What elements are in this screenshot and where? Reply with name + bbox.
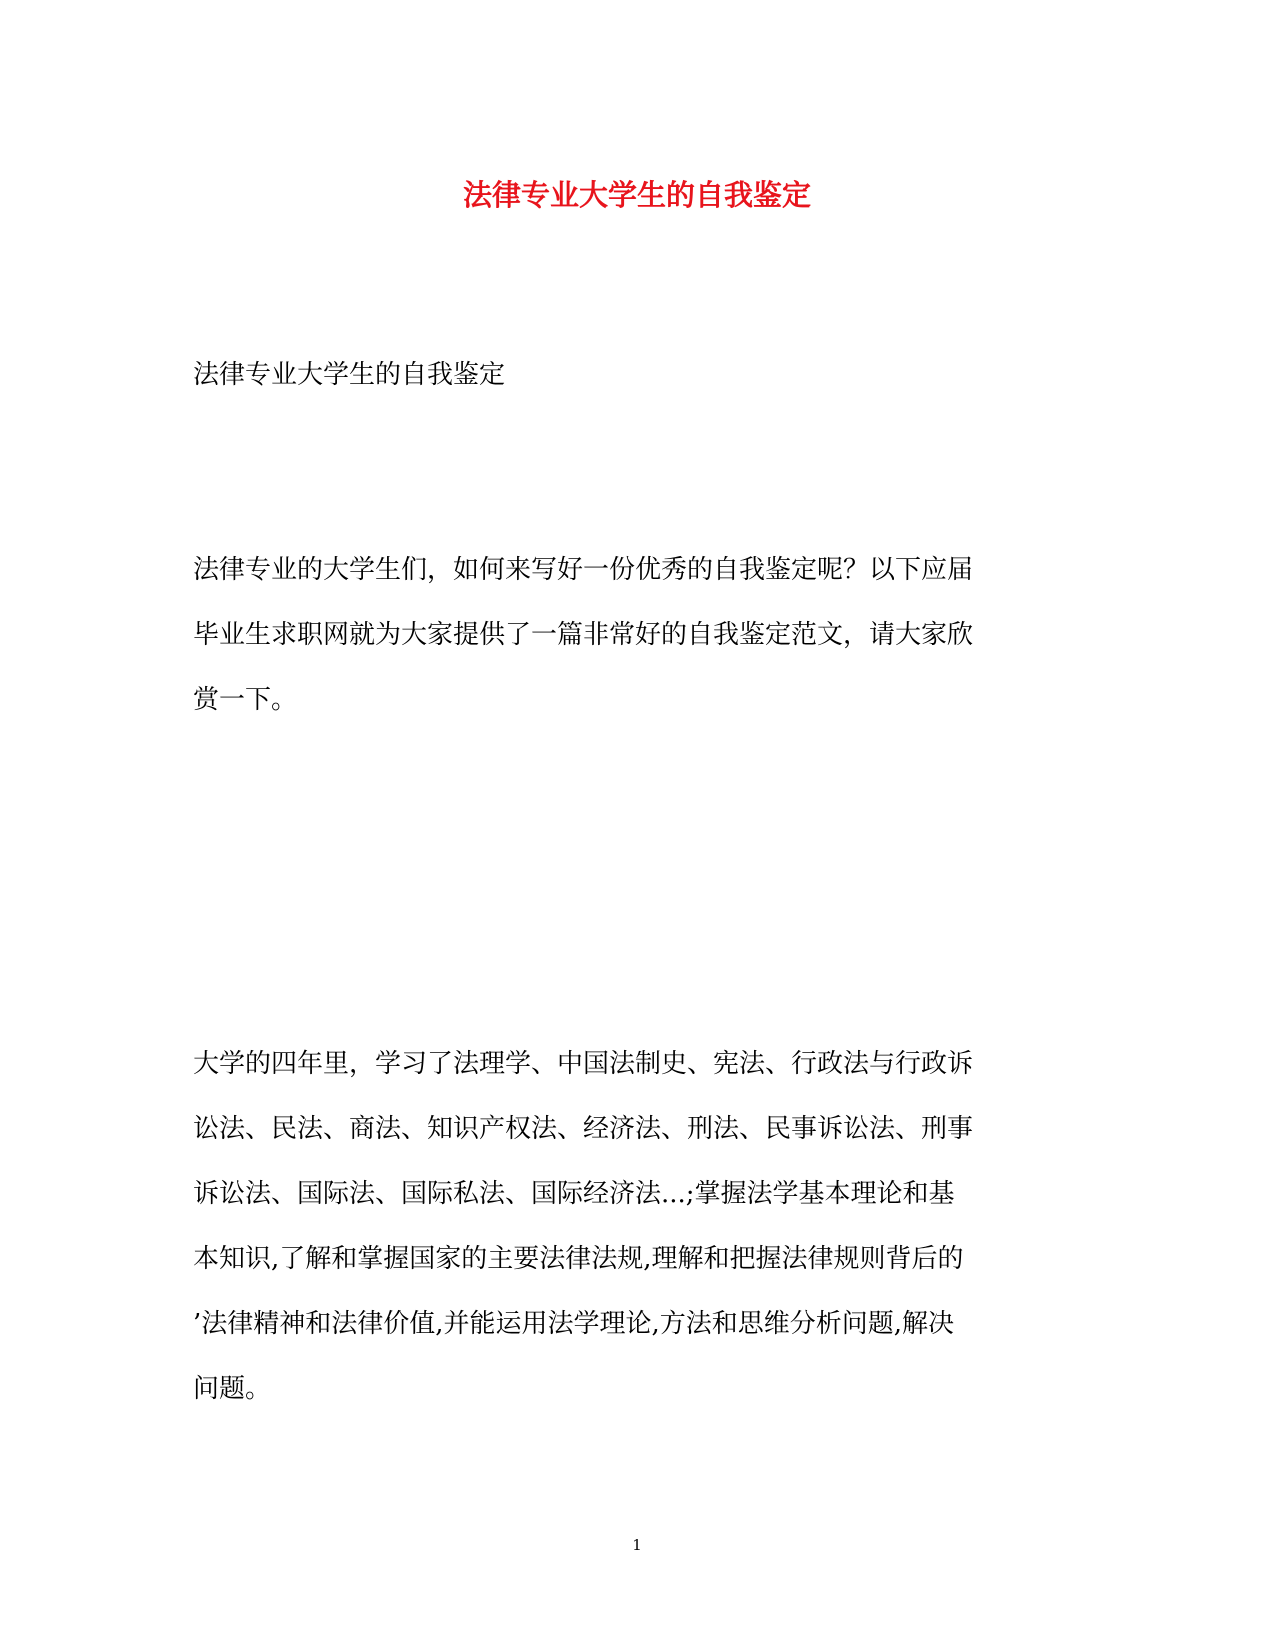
- page-number: 1: [632, 1536, 642, 1554]
- body-line: 问题。: [193, 1374, 272, 1404]
- body-line: ’法律精神和法律价值,并能运用法学理论,方法和思维分析问题,解决: [193, 1309, 955, 1339]
- body-line: 大学的四年里，学习了法理学、中国法制史、宪法、行政法与行政诉: [193, 1049, 974, 1079]
- intro-line: 赏一下。: [193, 685, 298, 715]
- body-line: 讼法、民法、商法、知识产权法、经济法、刑法、民事诉讼法、刑事: [193, 1114, 974, 1144]
- intro-line: 法律专业的大学生们，如何来写好一份优秀的自我鉴定呢？以下应届: [193, 555, 974, 585]
- intro-paragraph: [193, 538, 1083, 733]
- body-paragraph: [193, 1032, 1083, 1422]
- subtitle-text: 法律专业大学生的自我鉴定: [193, 360, 506, 390]
- document-title: 法律专业大学生的自我鉴定: [462, 178, 811, 212]
- intro-line: 毕业生求职网就为大家提供了一篇非常好的自我鉴定范文，请大家欣: [193, 620, 974, 650]
- document-subtitle: [193, 343, 1083, 408]
- body-line: 本知识,了解和掌握国家的主要法律法规,理解和把握法律规则背后的: [193, 1244, 964, 1274]
- body-line: 诉讼法、国际法、国际私法、国际经济法...;掌握法学基本理论和基: [193, 1179, 955, 1209]
